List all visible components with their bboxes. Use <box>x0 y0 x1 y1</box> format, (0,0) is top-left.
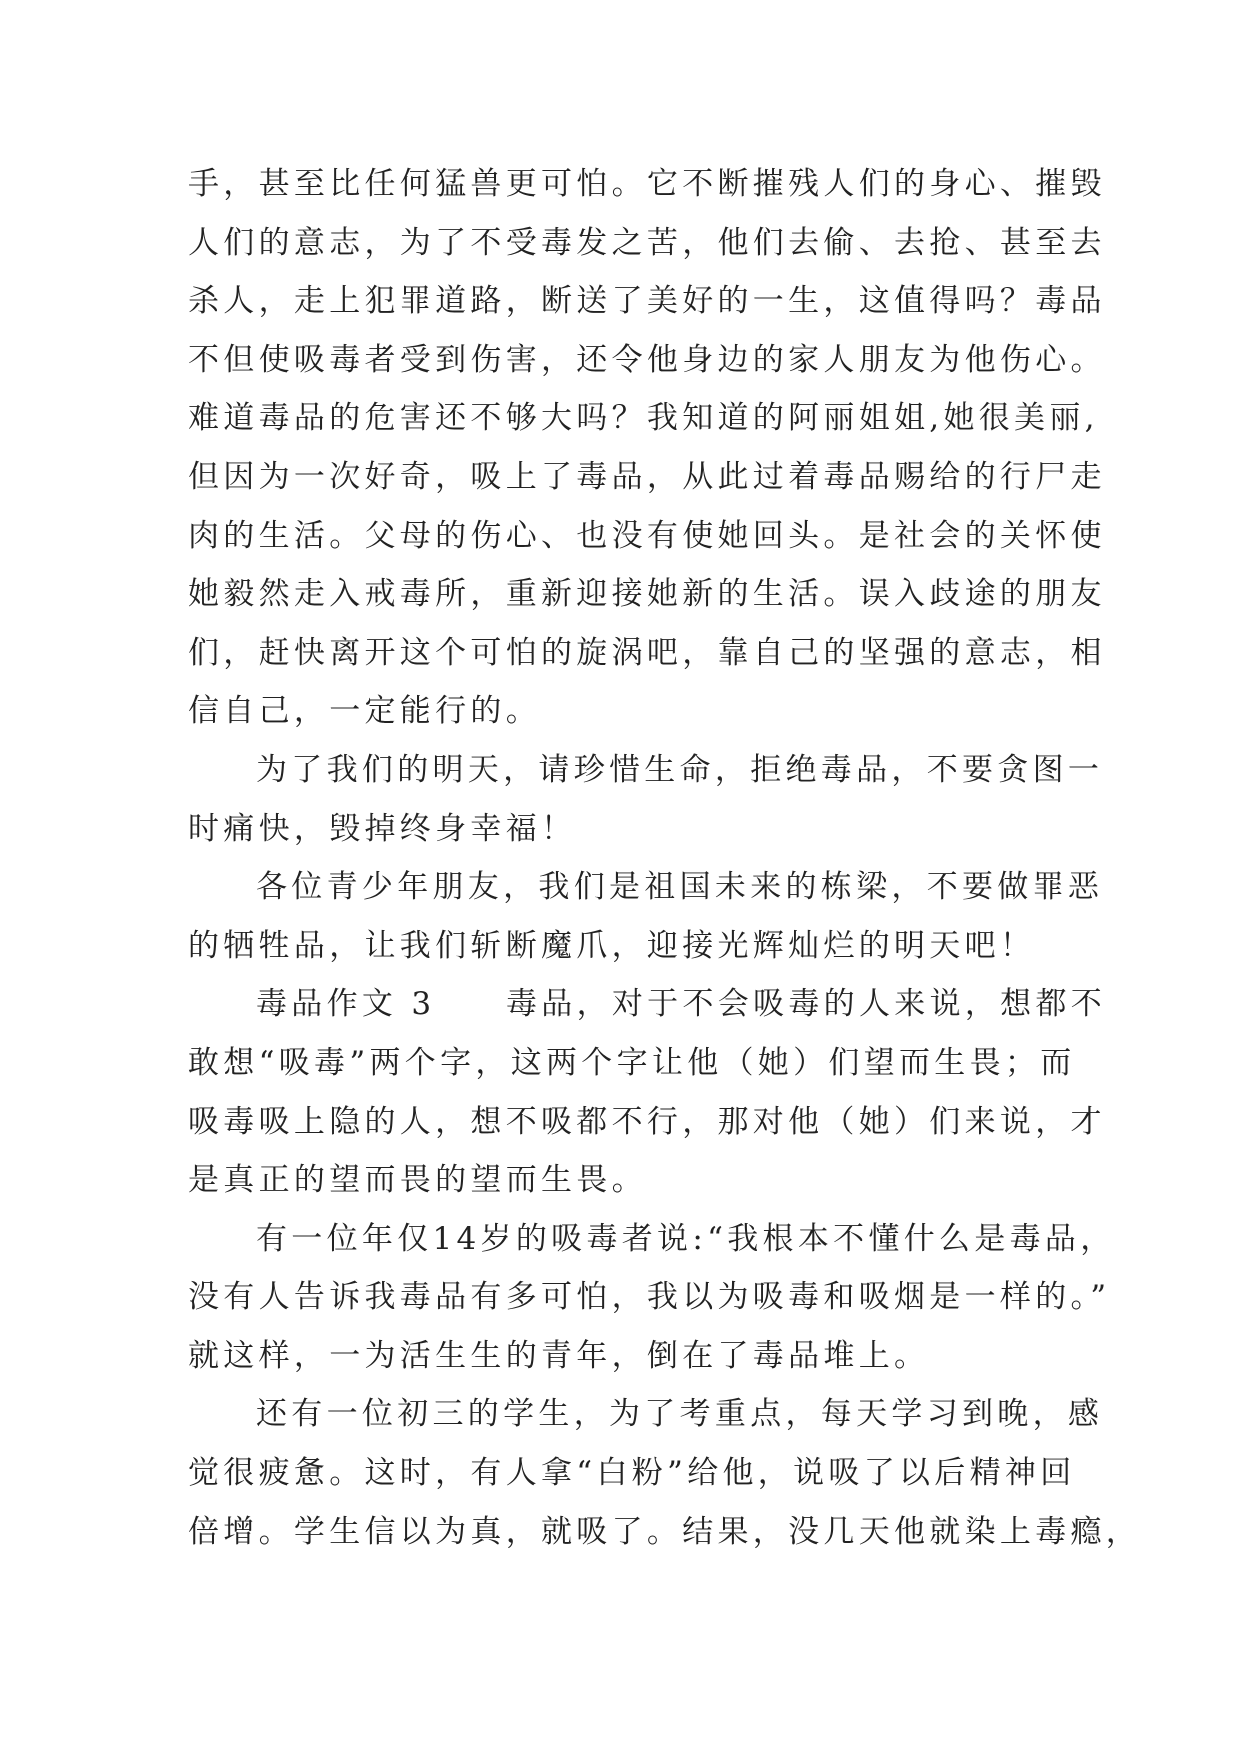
text-line: 人们的意志，为了不受毒发之苦，他们去偷、去抢、甚至去 <box>188 224 1106 261</box>
text-line: 肉的生活。父母的伤心、也没有使她回头。是社会的关怀使 <box>188 517 1106 554</box>
text-line: 们，赶快离开这个可怕的旋涡吧，靠自己的坚强的意志，相 <box>188 634 1106 671</box>
text-line: 吸毒吸上隐的人，想不吸都不行，那对他（她）们来说，才 <box>188 1103 1106 1140</box>
paragraph-first-line: 还有一位初三的学生，为了考重点，每天学习到晚，感 <box>256 1396 1104 1433</box>
text-line: 但因为一次好奇，吸上了毒品，从此过着毒品赐给的行尸走 <box>188 458 1106 495</box>
paragraph-first-line: 各位青少年朋友，我们是祖国未来的栋梁，不要做罪恶 <box>256 869 1104 906</box>
text-line: 倍增。学生信以为真，就吸了。结果，没几天他就染上毒瘾， <box>188 1513 1142 1550</box>
paragraph-first-line: 为了我们的明天，请珍惜生命，拒绝毒品，不要贪图一 <box>256 751 1104 788</box>
text-line: 没有人告诉我毒品有多可怕，我以为吸毒和吸烟是一样的。” <box>188 1279 1111 1316</box>
text-line: 不但使吸毒者受到伤害，还令他身边的家人朋友为他伤心。 <box>188 341 1106 378</box>
text-line: 时痛快，毁掉终身幸福！ <box>188 810 577 847</box>
text-line: 的牺牲品，让我们斩断魔爪，迎接光辉灿烂的明天吧！ <box>188 927 1036 964</box>
paragraph-first-line: 毒品作文 3 毒品，对于不会吸毒的人来说，想都不 <box>256 986 1107 1023</box>
text-line: 就这样，一为活生生的青年，倒在了毒品堆上。 <box>188 1337 930 1374</box>
text-line: 手，甚至比任何猛兽更可怕。它不断摧残人们的身心、摧毁 <box>188 166 1106 202</box>
text-line: 敢想“吸毒”两个字，这两个字让他（她）们望而生畏；而 <box>188 1044 1076 1081</box>
text-line: 难道毒品的危害还不够大吗？我知道的阿丽姐姐,她很美丽, <box>188 400 1099 437</box>
text-line: 信自己，一定能行的。 <box>188 693 541 730</box>
text-line: 是真正的望而畏的望而生畏。 <box>188 1162 647 1199</box>
document-body <box>188 155 1142 1561</box>
text-line: 她毅然走入戒毒所，重新迎接她新的生活。误入歧途的朋友 <box>188 576 1106 613</box>
text-line: 杀人，走上犯罪道路，断送了美好的一生，这值得吗？毒品 <box>188 283 1106 320</box>
paragraph-first-line: 有一位年仅14岁的吸毒者说:“我根本不懂什么是毒品， <box>256 1220 1116 1257</box>
text-line: 觉很疲惫。这时，有人拿“白粉”给他，说吸了以后精神回 <box>188 1455 1076 1492</box>
